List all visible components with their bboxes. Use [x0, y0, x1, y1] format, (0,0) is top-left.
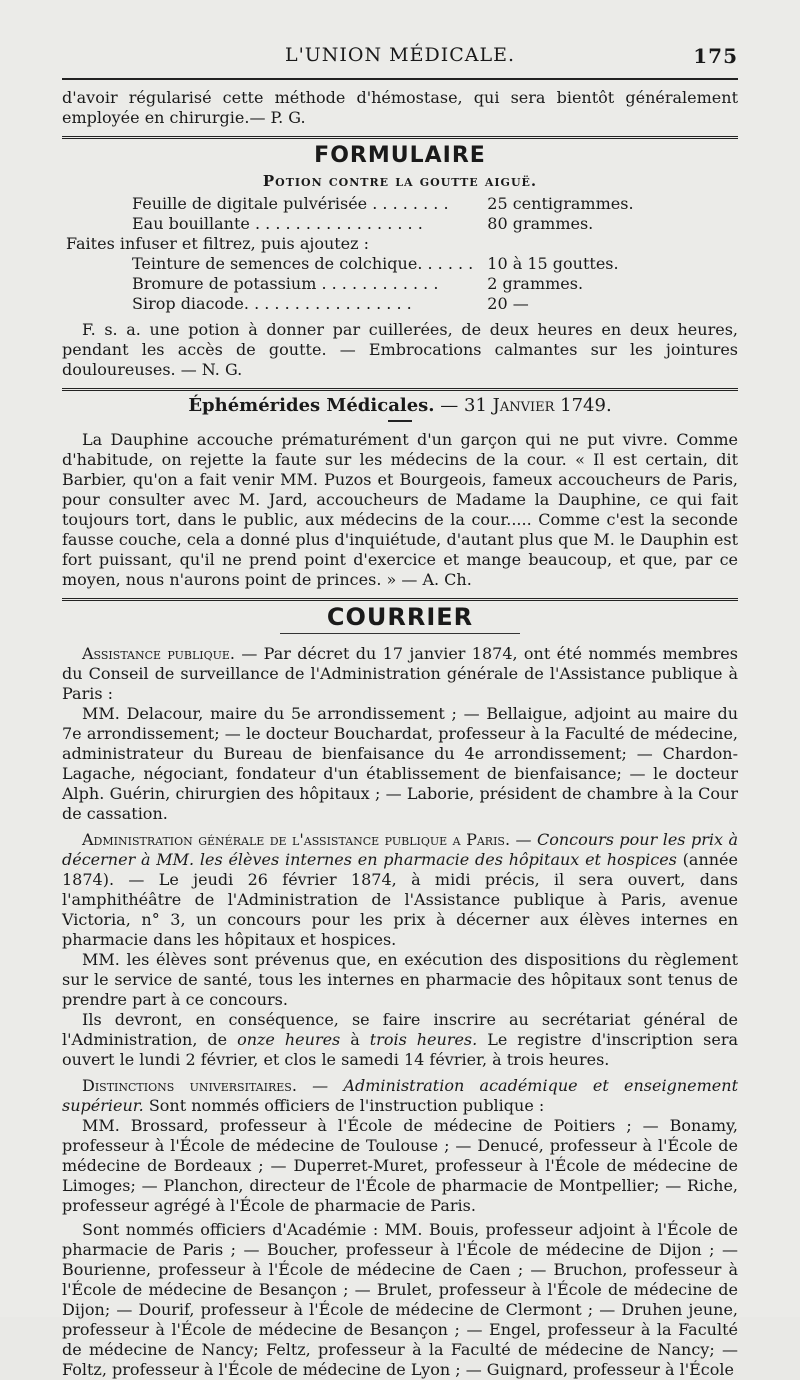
recipe-note: F. s. a. une potion à donner par cuillerées, de deux heures en deux heures, pendant les accès de goutte. — Embrocations calmantes sur les jointures douloureuses. — N. G.	[62, 320, 738, 379]
formulaire-title: FORMULAIRE	[314, 143, 486, 168]
administration-text: Le jeudi 26 février 1874, à midi précis, il sera ouvert, dans l'amphithéâtre de l'Administration de l'Assistance publique à Paris, avenue Victoria, n° 3, un concours pour les prix à décerner aux élèves internes en pharmacie dans les hôpitaux et hospices.	[62, 870, 739, 949]
distinctions-text: Sont nommés officiers de l'instruction publique :	[143, 1096, 545, 1115]
ephemerides-title: Éphémérides Médicales.	[188, 395, 435, 416]
recipe-line	[132, 214, 634, 234]
p3-text: Le registre d'inscription sera ouvert le lundi 2 février, et clos le samedi 14 février, à trois heures.	[62, 1030, 738, 1069]
distinctions-label: Distinctions universitaires.	[82, 1076, 297, 1095]
assistance-paragraph	[62, 644, 738, 704]
running-head	[62, 44, 738, 78]
administration-paragraph	[62, 830, 738, 950]
ephemerides-heading	[62, 395, 738, 416]
section-divider	[62, 598, 738, 601]
p3-italic: trois heures.	[369, 1030, 478, 1049]
journal-title: L'UNION MÉDICALE.	[284, 44, 516, 66]
section-divider	[62, 136, 738, 139]
intro-paragraph: d'avoir régularisé cette méthode d'hémostase, qui sera bientôt généralement employée en chirurgie.— P. G.	[62, 88, 738, 127]
recipe-item: Sirop diacode. . . . . . . . . . . . . . . . .	[132, 294, 412, 313]
courrier-rule	[280, 633, 520, 634]
recipe-qty: 20 —	[487, 294, 529, 313]
p3-italic: onze heures	[237, 1030, 341, 1049]
ephemerides-date: — 31 Janvier 1749.	[440, 395, 612, 416]
recipe-qty: 25 centigrammes.	[487, 194, 634, 213]
distinctions-paragraph	[62, 1076, 738, 1116]
recipe-line	[132, 254, 634, 274]
formulaire-subtitle: Potion contre la goutte aiguë.	[262, 172, 538, 190]
assistance-label: Assistance publique.	[82, 644, 236, 663]
recipe-qty: 2 grammes.	[487, 274, 584, 293]
recipe-line	[132, 194, 634, 214]
recipe-qty: 80 grammes.	[487, 214, 594, 233]
distinctions-italic: — Administration académique et enseignement supérieur.	[62, 1076, 738, 1115]
recipe-item: Bromure de potassium . . . . . . . . . . . .	[132, 274, 439, 293]
recipe-item: Teinture de semences de colchique. . . . . .	[132, 254, 474, 273]
page-number: 175	[693, 44, 738, 68]
administration-italic: — Concours pour les prix à décerner à MM. les élèves internes en pharmacie des hôpitaux et hospices	[62, 830, 739, 869]
recipe-qty: 10 à 15 gouttes.	[487, 254, 619, 273]
distinctions-p3: Sont nommés officiers d'Académie : MM. Bouis, professeur adjoint à l'École de pharmacie de Paris ; — Boucher, professeur à l'École de médecine de Dijon ; — Bourienne, professeur à l'École de médecine de Caen ; — Bruchon, professeur à l'École de médecine de Besançon ; — Brulet, professeur à l'École de médecine de Dijon; — Dourif, professeur à l'École de médecine de Clermont ; — Druhen jeune, professeur à l'École de médecine de Besançon ; — Engel, professeur à la Faculté de médecine de Nancy; Feltz, professeur à la Faculté de médecine de Nancy; — Foltz, professeur à l'École de médecine de Lyon ; — Guignard, professeur à l'École	[62, 1220, 738, 1379]
ephemerides-text: La Dauphine accouche prématurément d'un garçon qui ne put vivre. Comme d'habitude, on rejette la faute sur les médecins de la cour. « Il est certain, dit Barbier, qu'on a fait venir MM. Puzos et Bourgeois, fameux accoucheurs de Paris, pour consulter avec M. Jard, accoucheurs de Madame la Dauphine, ce qui fait toujours tort, dans le public, aux médecins de la cour..... Comme c'est la seconde fausse couche, cela a donné plus d'inquiétude, d'autant plus que M. le Dauphin est fort puissant, qu'il ne prend point d'exercice et mange beaucoup, et que, par ce moyen, nous n'aurons point de princes. » — A. Ch.	[62, 430, 738, 589]
recipe-instruction: Faites infuser et filtrez, puis ajoutez :	[66, 234, 370, 253]
recipe-table	[66, 194, 634, 314]
recipe-item: Feuille de digitale pulvérisée . . . . . . . .	[132, 194, 449, 213]
section-divider	[62, 388, 738, 391]
administration-label: Administration générale de l'assistance publique a Paris.	[82, 830, 511, 849]
courrier-title: COURRIER	[326, 603, 474, 631]
distinctions-p2: MM. Brossard, professeur à l'École de médecine de Poitiers ; — Bonamy, professeur à l'École de médecine de Toulouse ; — Denucé, professeur à l'École de médecine de Bordeaux ; — Duperret-Muret, professeur à l'École de médecine de Limoges; — Planchon, directeur de l'École de pharmacie de Montpellier; — Riche, professeur agrégé à l'École de pharmacie de Paris.	[62, 1116, 738, 1215]
administration-p2: MM. les élèves sont prévenus que, en exécution des dispositions du règlement sur le service de santé, tous les internes en pharmacie des hôpitaux sont tenus de prendre part à ce concours.	[62, 950, 738, 1009]
recipe-instruction-row	[132, 234, 634, 254]
recipe-line	[132, 294, 634, 314]
administration-year: (année 1874). —	[62, 850, 738, 889]
p3-text: à	[340, 1030, 370, 1049]
assistance-text: — Par décret du 17 janvier 1874, ont été nommés membres du Conseil de surveillance de l'Administration générale de l'Assistance publique à Paris :	[62, 644, 738, 703]
assistance-members: MM. Delacour, maire du 5e arrondissement ; — Bellaigue, adjoint au maire du 7e arrondissement; — le docteur Bouchardat, professeur à la Faculté de médecine, administrateur du Bureau de bienfaisance du 4e arrondissement; — Chardon-Lagache, négociant, fondateur d'un établissement de bienfaisance; — le docteur Alph. Guérin, chirurgien des hôpitaux ; — Laborie, président de chambre à la Cour de cassation.	[62, 704, 738, 823]
administration-p3	[62, 1010, 738, 1070]
recipe-item: Eau bouillante . . . . . . . . . . . . . . . . .	[132, 214, 423, 233]
recipe-line	[132, 274, 634, 294]
short-rule	[388, 420, 412, 422]
p3-text: Ils devront, en conséquence, se faire inscrire au secrétariat général de l'Administration, de	[62, 1010, 738, 1049]
